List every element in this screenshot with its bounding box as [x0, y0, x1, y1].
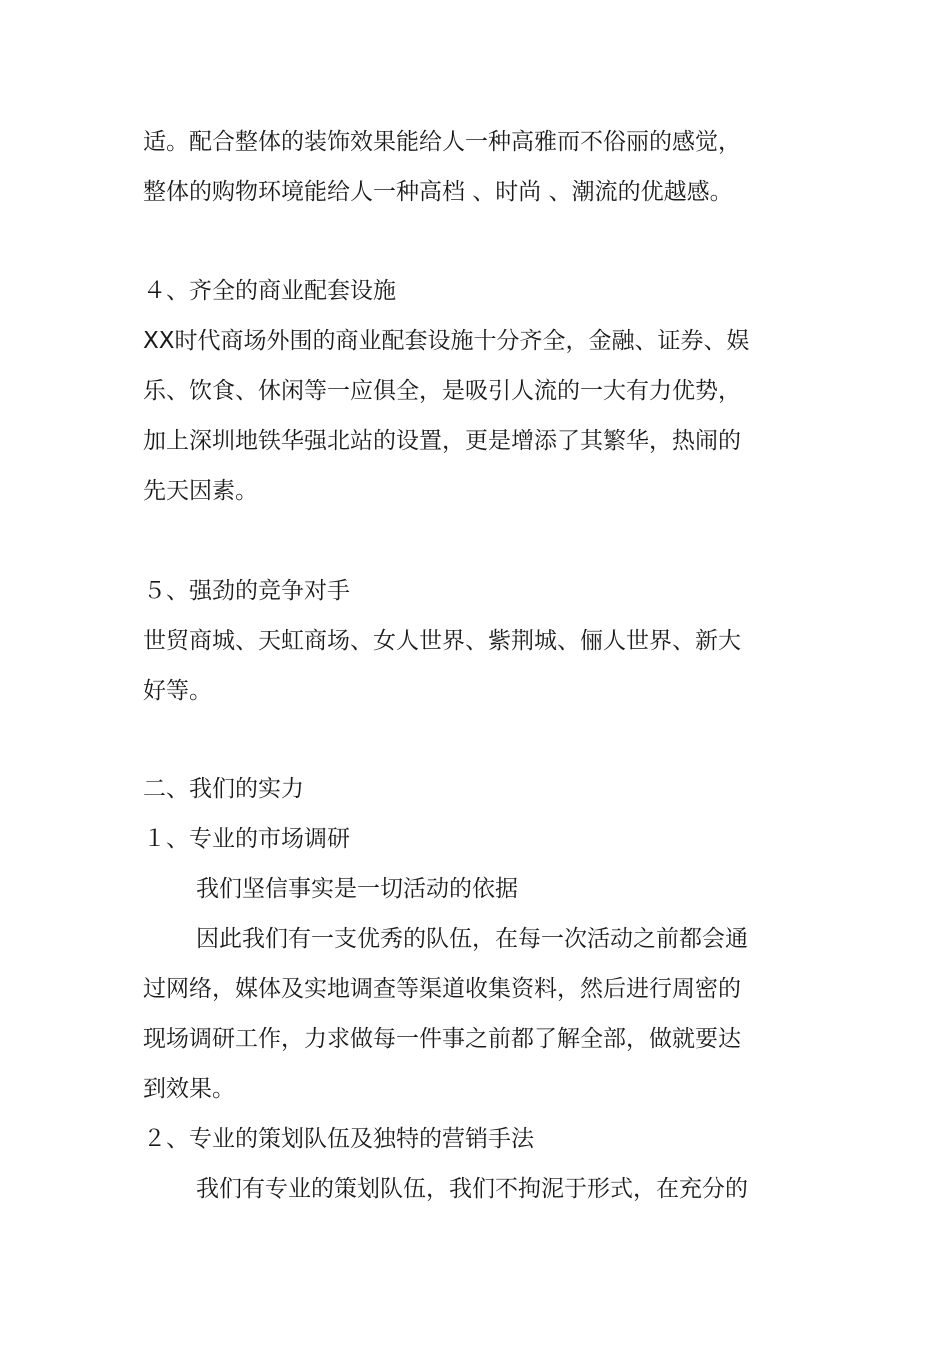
paragraph-line: 世贸商城、天虹商场、女人世界、紫荆城、俪人世界、新大: [143, 628, 741, 654]
paragraph-line: 加上深圳地铁华强北站的设置，更是增添了其繁华，热闹的: [143, 428, 741, 454]
paragraph-line: 我们有专业的策划队伍，我们不拘泥于形式，在充分的: [196, 1176, 748, 1202]
paragraph-line: 到效果。: [143, 1076, 235, 1102]
paragraph-line: 乐、饮食、休闲等一应俱全，是吸引人流的一大有力优势，: [143, 378, 741, 404]
section-heading-facilities: ４、齐全的商业配套设施: [143, 278, 396, 304]
chapter-heading-strength: 二、我们的实力: [143, 776, 304, 802]
paragraph-line: 我们坚信事实是一切活动的依据: [196, 876, 518, 902]
paragraph-line: 过网络，媒体及实地调查等渠道收集资料，然后进行周密的: [143, 976, 741, 1002]
paragraph-line: XX时代商场外围的商业配套设施十分齐全，金融、证券、娱: [143, 328, 750, 354]
paragraph-line: 先天因素。: [143, 478, 258, 504]
paragraph-line: 好等。: [143, 678, 212, 704]
paragraph-line: 现场调研工作，力求做每一件事之前都了解全部，做就要达: [143, 1026, 741, 1052]
section-heading-market-research: １、专业的市场调研: [143, 826, 350, 852]
paragraph-line: 整体的购物环境能给人一种高档 、时尚 、潮流的优越感。: [143, 179, 733, 205]
paragraph-line: 因此我们有一支优秀的队伍，在每一次活动之前都会通: [196, 926, 748, 952]
section-heading-competitors: ５、强劲的竞争对手: [143, 578, 350, 604]
paragraph-line: 适。配合整体的装饰效果能给人一种高雅而不俗丽的感觉，: [143, 129, 741, 155]
section-heading-planning-team: ２、专业的策划队伍及独特的营销手法: [143, 1126, 534, 1152]
